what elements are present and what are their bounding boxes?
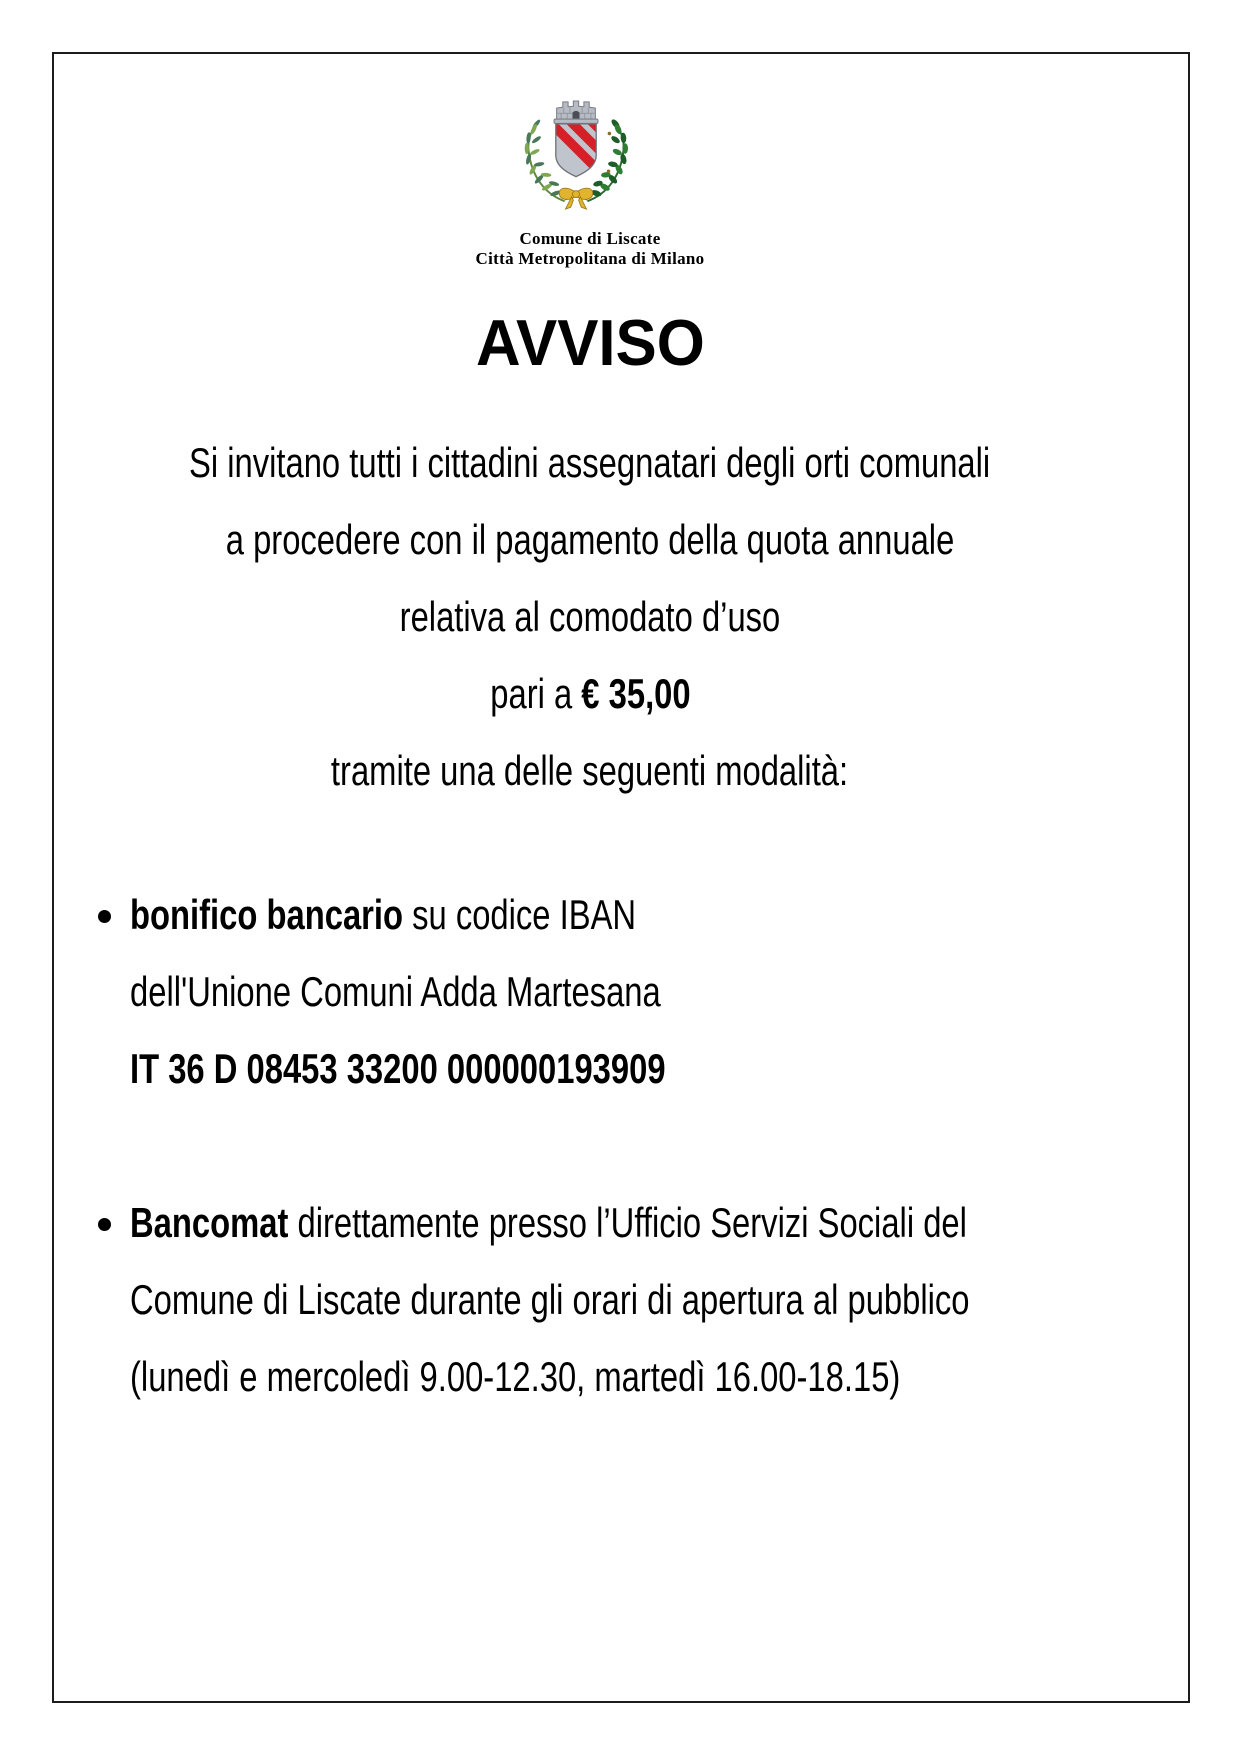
mural-crown — [554, 101, 598, 123]
intro-line-1-text: Si invitano tutti i cittadini assegnatari degli orti comunali — [189, 439, 991, 486]
bullet-line — [130, 876, 1241, 953]
page-title: AVVISO — [475, 306, 705, 379]
bullet-item-bancomat — [0, 1184, 1241, 1415]
coat-of-arms-icon — [510, 94, 642, 217]
bullet-line — [130, 1338, 1241, 1415]
amount-prefix: pari a — [489, 670, 581, 717]
iban-code: IT 36 D 08453 33200 000000193909 — [130, 1045, 666, 1092]
bullet-line — [130, 1261, 1241, 1338]
opening-hours: (lunedì e mercoledì 9.00-12.30, martedì 16.00-18.15) — [130, 1353, 901, 1400]
ribbon-bow — [559, 188, 593, 209]
intro-line-2-text: a procedere con il pagamento della quota annuale — [225, 516, 955, 563]
intro-line — [0, 578, 1180, 655]
bullet-line — [130, 953, 1241, 1030]
intro-line — [0, 655, 1180, 732]
bullet-1-line-1-text: su codice IBAN — [403, 891, 637, 938]
intro-line — [0, 424, 1180, 501]
bullet-1-line-1-bold: bonifico bancario — [130, 891, 404, 938]
bullet-line — [130, 1184, 1241, 1261]
bullet-line — [130, 1030, 1241, 1107]
title-container — [0, 308, 1180, 378]
bullet-2-line-1-text: direttamente presso l’Ufficio Servizi Sociali del — [288, 1199, 967, 1246]
bullet-1-line-2-text: dell'Unione Comuni Adda Martesana — [130, 968, 661, 1015]
crest-container — [0, 94, 1180, 222]
municipality-subtitle: Città Metropolitana di Milano — [475, 249, 705, 268]
bullet-item-bonifico — [0, 876, 1241, 1107]
bullet-2-line-2-text: Comune di Liscate durante gli orari di apertura al pubblico — [130, 1276, 970, 1323]
amount-value: € 35,00 — [580, 670, 691, 717]
intro-paragraph — [0, 424, 1180, 809]
intro-line-5-text: tramite una delle seguenti modalità: — [331, 747, 849, 794]
document-header — [0, 229, 1180, 269]
intro-line — [0, 732, 1180, 809]
intro-line-3-text: relativa al comodato d’uso — [399, 593, 781, 640]
intro-line — [0, 501, 1180, 578]
bullet-icon — [98, 1218, 111, 1231]
municipality-name: Comune di Liscate — [519, 229, 661, 248]
bullet-2-line-1-bold: Bancomat — [130, 1199, 289, 1246]
bullet-icon — [98, 910, 111, 923]
